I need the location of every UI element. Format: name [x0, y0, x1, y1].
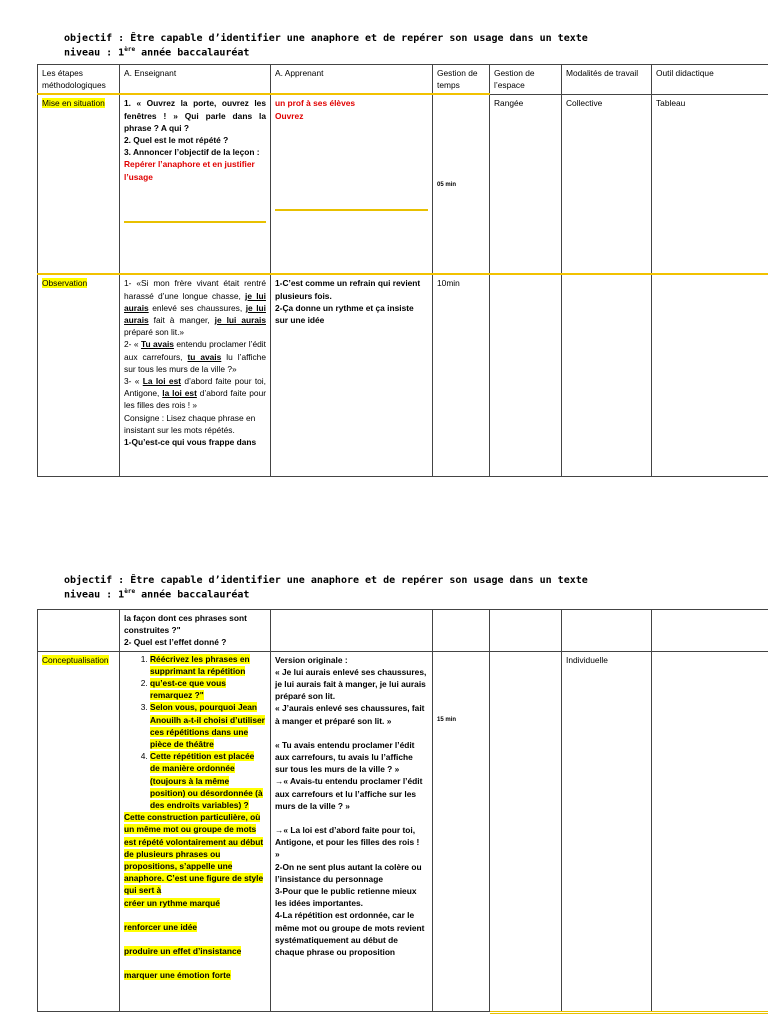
sentence-3: 3- « La loi est d’abord faite pour toi, Antigone, la loi est d’abord faite pour les filles des rois ! »: [124, 376, 267, 411]
objective-line: objectif : Être capable d’identifier une anaphore et de repérer son usage dans un texte: [64, 33, 588, 44]
row-conceptualisation: [38, 651, 768, 1011]
definition: Cette construction particulière, où un même mot ou groupe de mots est répété volontairement au début de plusieurs phrases ou propositions, s’appelle une anaphore. C’est une figure de style qui sert à: [124, 812, 264, 896]
consigne: Consigne : Lisez chaque phrase en insistant sur les mots répétés.: [124, 412, 256, 435]
learner-answer-2: 2-Ça donne un rythme et ça insiste sur une idée: [275, 302, 414, 326]
question-1: 1-Qu’est-ce qui vous frappe dans: [124, 437, 257, 448]
question-2: 2- Quel est l’effet donné ?: [124, 637, 227, 648]
stage-label: Conceptualisation: [42, 654, 109, 665]
space-cell: [490, 274, 562, 476]
stage-label: Mise en situation: [42, 98, 105, 109]
sentence-1: 1- «Si mon frère vivant était rentré harassé d’une longue chasse, je lui aurais enlevé ses chaussures, je lui aurais fait à manger, je lui aurais préparé son lit.»: [124, 278, 266, 338]
answer-1: « Je lui aurais enlevé ses chaussures, je lui aurais fait à manger, je lui aurais préparé son lit.: [275, 666, 427, 702]
level-line: niveau : 1ère année baccalauréat: [64, 588, 250, 601]
stage-cell: [38, 610, 120, 652]
teacher-step-3: 3. Annoncer l’objectif de la leçon : Repérer l’anaphore et en justifier l’usage: [124, 147, 260, 182]
answer-title: Version originale :: [275, 654, 348, 665]
function-4: marquer une émotion forte: [124, 970, 231, 981]
mode-cell: Individuelle: [562, 651, 652, 1011]
answer-5-close: »: [275, 849, 280, 860]
header-cell: A. Apprenant: [271, 65, 433, 95]
lesson-table-1: [37, 64, 768, 477]
learner-answer-2: Ouvrez: [275, 110, 304, 121]
learner-cell: [271, 651, 433, 1011]
learner-cell: [271, 610, 433, 652]
answer-8: 4-La répétition est ordonnée, car le même mot ou groupe de mots revient systématiquement au début de chaque phrase ou proposition: [275, 910, 425, 958]
time-cell: 10min: [433, 274, 490, 476]
teacher-step-2: 2. Quel est le mot répété ?: [124, 135, 229, 146]
stage-cell: [38, 94, 120, 274]
objective-line: objectif : Être capable d’identifier une anaphore et de repérer son usage dans un texte: [64, 575, 588, 586]
list-item: 3. Selon vous, pourquoi Jean Anouilh a-t-il choisi d’utiliser ces répétitions dans une pièce de théâtre: [150, 701, 266, 750]
header-cell: Modalités de travail: [562, 65, 652, 95]
teacher-cell: [120, 94, 271, 274]
row-observation: [38, 274, 768, 476]
page-header-2: [64, 575, 588, 600]
list-item: 2. qu’est-ce que vous remarquez ?": [150, 677, 266, 701]
yellow-rule: [490, 1011, 768, 1014]
mode-cell: [562, 274, 652, 476]
question-1-cont: la façon dont ces phrases sont construites ?": [124, 613, 247, 636]
tool-cell: [652, 274, 768, 476]
function-3: produire un effet d’insistance: [124, 946, 242, 957]
stage-cell: [38, 651, 120, 1011]
answer-5: →« La loi est d’abord faite pour toi, Antigone, et pour les filles des rois !: [275, 825, 420, 848]
table-header-row: [38, 65, 768, 95]
answer-6: 2-On ne sent plus autant la colère ou l’insistance du personnage: [275, 861, 422, 884]
header-cell: Gestion de temps: [433, 65, 490, 95]
mode-cell: Collective: [562, 94, 652, 274]
learner-cell: [271, 274, 433, 476]
tool-cell: [652, 651, 768, 1011]
mode-cell: [562, 610, 652, 652]
answer-3: « Tu avais entendu proclamer l’édit aux carrefours, tu avais lu l’affiche sur tous les murs de la ville ? »: [275, 739, 415, 775]
list-item: 1. Réécrivez les phrases en supprimant la répétition: [150, 653, 266, 677]
space-cell: [490, 651, 562, 1011]
lesson-table-2: [37, 609, 768, 1012]
teacher-cell: [120, 610, 271, 652]
list-item: 4. Cette répétition est placée de manière ordonnée (toujours à la même position) ou désordonnée (à des endroits variables) ?: [150, 750, 266, 811]
time-value: 15 min: [437, 716, 457, 723]
learner-answer-1: 1-C’est comme un refrain qui revient plusieurs fois.: [275, 278, 421, 301]
header-cell: A. Enseignant: [120, 65, 271, 95]
tool-cell: [652, 610, 768, 652]
stage-label: Observation: [42, 278, 88, 289]
stage-cell: [38, 274, 120, 476]
time-value: 05 min: [437, 182, 457, 189]
space-cell: Rangée: [490, 94, 562, 274]
function-2: renforcer une idée: [124, 921, 198, 932]
level-line: niveau : 1ère année baccalauréat: [64, 46, 250, 59]
time-cell: [433, 610, 490, 652]
function-1: créer un rythme marqué: [124, 897, 220, 908]
time-cell: [433, 94, 490, 274]
answer-4: →« Avais-tu entendu proclamer l’édit aux carrefours et lu l’affiche sur les murs de la ville ? »: [275, 776, 423, 811]
teacher-cell: [120, 651, 271, 1011]
space-cell: [490, 610, 562, 652]
answer-2: « J’aurais enlevé ses chaussures, fait à manger et préparé son lit. »: [275, 703, 425, 726]
header-cell: Les étapes méthodologiques: [38, 65, 120, 95]
teacher-step-1: 1. « Ouvrez la porte, ouvrez les fenêtres ! » Qui parle dans la phrase ? A qui ?: [124, 98, 266, 133]
answer-7: 3-Pour que le public retienne mieux les idées importantes.: [275, 886, 417, 909]
learner-answer-1: un prof à ses élèves: [275, 98, 356, 109]
tool-cell: Tableau: [652, 94, 768, 274]
instruction-list: [124, 653, 266, 812]
header-cell: Gestion de l’espace: [490, 65, 562, 95]
page-header-1: [64, 33, 588, 58]
row-continuation: [38, 610, 768, 652]
time-cell: [433, 651, 490, 1011]
row-mise-en-situation: [38, 94, 768, 274]
header-cell: Outil didactique: [652, 65, 768, 95]
sentence-2: 2- « Tu avais entendu proclamer l’édit aux carrefours, tu avais lu l’affiche sur tous les murs de la ville ?»: [124, 339, 266, 374]
teacher-cell: [120, 274, 271, 476]
learner-cell: [271, 94, 433, 274]
